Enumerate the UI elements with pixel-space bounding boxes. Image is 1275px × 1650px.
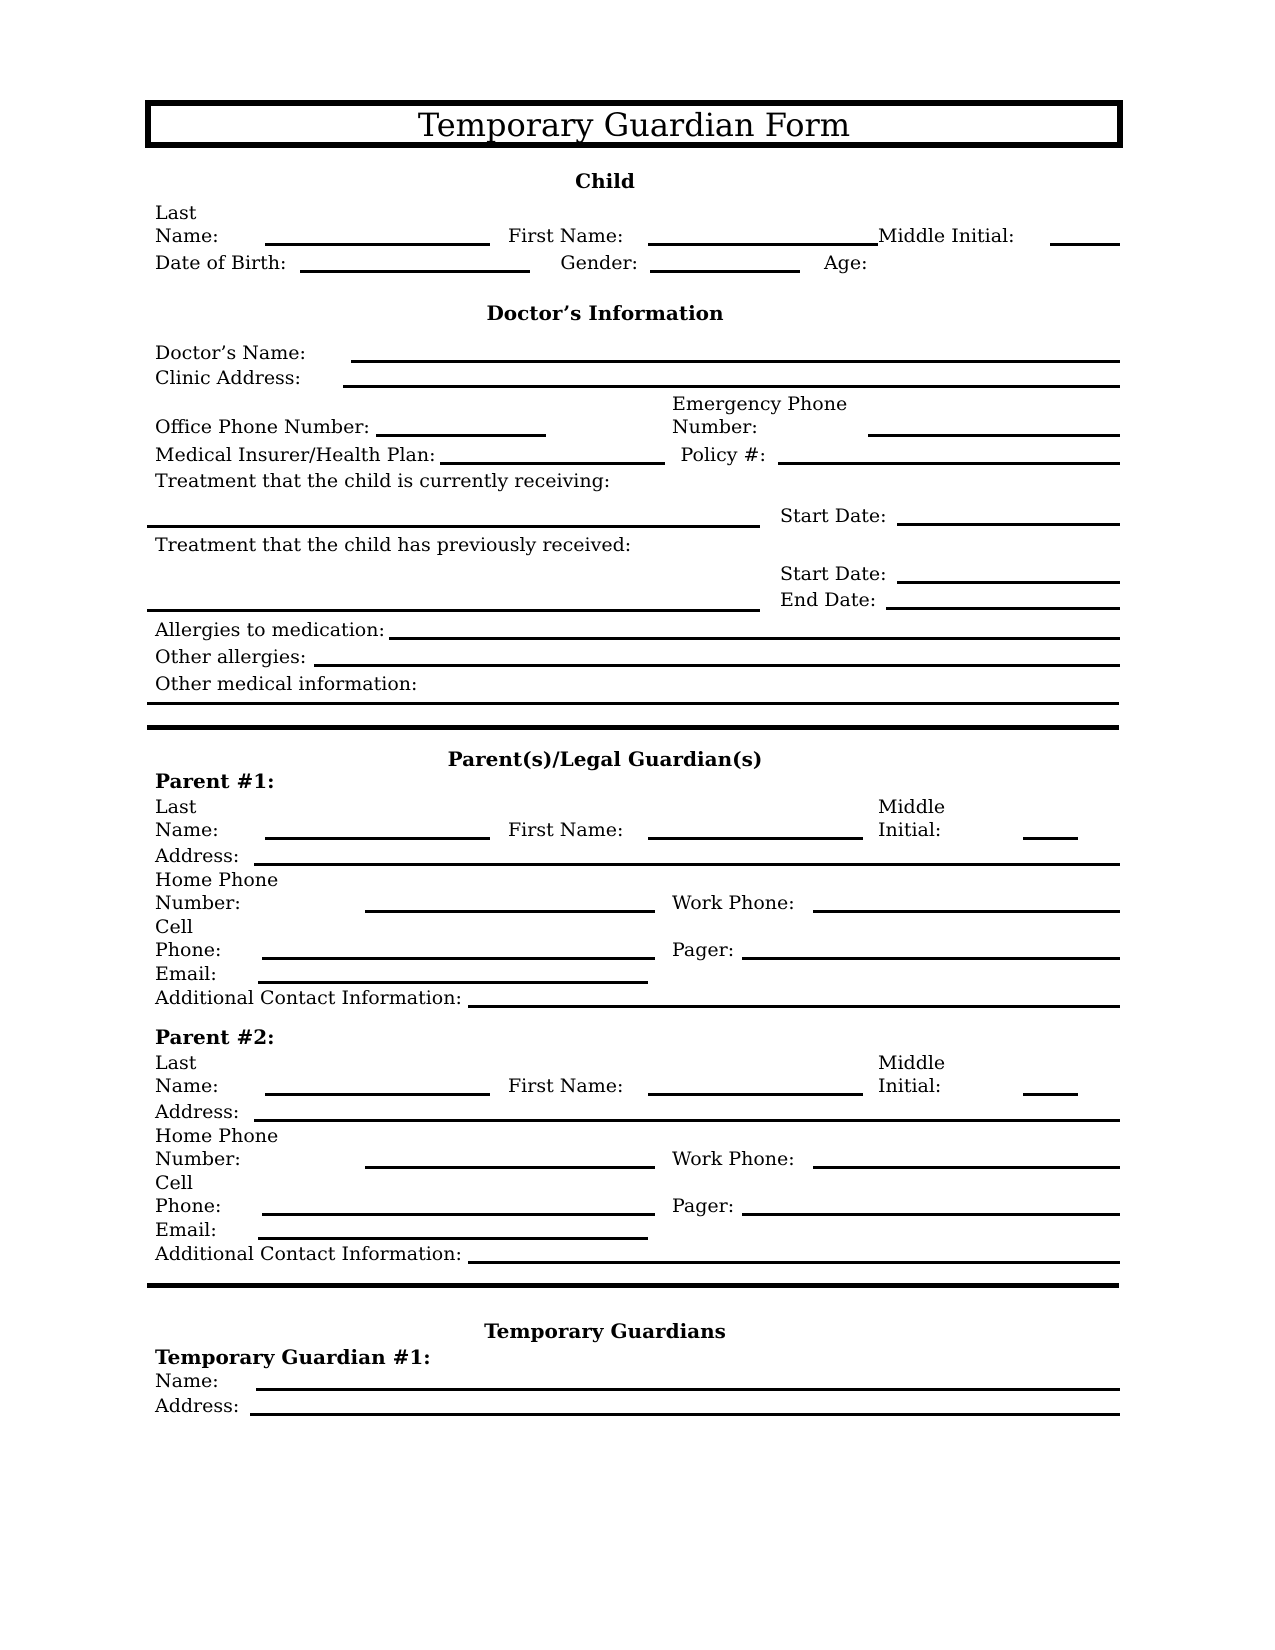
parent1-home-phone-label: Home Phone Number: <box>155 869 279 914</box>
parent1-pager-field[interactable] <box>742 957 1120 960</box>
parent2-heading: Parent #2: <box>155 1025 275 1049</box>
treatment-previous-left <box>155 534 780 612</box>
doctor-name-label: Doctor’s Name: <box>155 342 306 364</box>
treatment-current-field[interactable] <box>147 525 760 528</box>
parents-section-heading: Parent(s)/Legal Guardian(s) <box>447 747 763 771</box>
child-section-heading: Child <box>575 169 635 193</box>
insurer-row <box>155 443 1120 467</box>
parent2-work-phone-label: Work Phone: <box>672 1148 795 1170</box>
parent2-additional-field[interactable] <box>468 1261 1120 1264</box>
guardian1-name-row <box>155 1370 1120 1393</box>
parent1-email-row <box>155 963 1120 986</box>
treatment-previous-end-label: End Date: <box>780 589 877 611</box>
treatment-current-label: Treatment that the child is currently receiving: <box>155 470 611 492</box>
office-phone-field[interactable] <box>376 434 546 437</box>
parent2-pager-field[interactable] <box>742 1213 1120 1216</box>
parent1-address-label: Address: <box>155 845 240 867</box>
office-phone-label: Office Phone Number: <box>155 416 370 438</box>
child-first-name-cell <box>508 225 878 248</box>
clinic-address-field[interactable] <box>343 385 1120 388</box>
child-dob-field[interactable] <box>300 270 530 273</box>
insurer-label: Medical Insurer/Health Plan: <box>155 444 436 466</box>
parent2-first-name-label: First Name: <box>508 1075 624 1097</box>
guardian1-name-field[interactable] <box>256 1388 1120 1391</box>
parent2-email-field[interactable] <box>258 1237 648 1240</box>
child-last-name-cell <box>155 202 508 248</box>
parent1-phones-row <box>155 869 1120 915</box>
parent1-additional-field[interactable] <box>468 1005 1120 1008</box>
parent1-pager-label: Pager: <box>672 939 735 961</box>
parent2-cell-phone-cell <box>155 1172 672 1218</box>
parent2-last-name-field[interactable] <box>265 1093 490 1096</box>
treatment-previous-end-field[interactable] <box>886 607 1120 610</box>
parent2-cell-phone-field[interactable] <box>262 1213 655 1216</box>
parent1-heading: Parent #1: <box>155 769 275 793</box>
parent1-cell-phone-label: Cell Phone: <box>155 916 222 961</box>
parent2-name-row <box>155 1050 1120 1098</box>
child-middle-initial-label: Middle Initial: <box>878 225 1015 247</box>
emergency-phone-cell <box>672 393 1120 439</box>
child-first-name-field[interactable] <box>648 243 878 246</box>
child-dob-label: Date of Birth: <box>155 252 287 274</box>
parent1-address-field[interactable] <box>254 863 1120 866</box>
parent1-work-phone-cell <box>672 892 1120 915</box>
doctor-name-row <box>155 341 1120 365</box>
parent1-additional-label: Additional Contact Information: <box>155 987 462 1009</box>
other-medical-row <box>155 672 1120 696</box>
parent1-email-field[interactable] <box>258 981 648 984</box>
parent1-cell-phone-cell <box>155 916 672 962</box>
guardians-section-heading: Temporary Guardians <box>484 1319 726 1343</box>
parent1-address-row <box>155 845 1120 868</box>
doctor-name-field[interactable] <box>351 360 1120 363</box>
child-last-name-field[interactable] <box>265 243 490 246</box>
policy-label: Policy #: <box>680 444 766 466</box>
treatment-previous-start-field[interactable] <box>897 581 1120 584</box>
parent2-address-label: Address: <box>155 1101 240 1123</box>
allergies-medication-row <box>155 618 1120 642</box>
parent1-first-name-label: First Name: <box>508 819 624 841</box>
parent2-pager-cell <box>672 1195 1120 1218</box>
parent2-middle-initial-label: Middle Initial: <box>878 1052 946 1097</box>
child-gender-label: Gender: <box>560 252 638 274</box>
allergies-medication-label: Allergies to medication: <box>155 619 385 641</box>
section-divider-2 <box>147 1283 1119 1288</box>
treatment-previous-label: Treatment that the child has previously received: <box>155 534 632 556</box>
child-gender-field[interactable] <box>650 270 800 273</box>
treatment-current-start-label: Start Date: <box>780 505 887 527</box>
parent2-last-name-cell <box>155 1052 508 1098</box>
doctor-phones-row <box>155 391 1120 439</box>
parent2-phones-row <box>155 1125 1120 1171</box>
parent1-last-name-cell <box>155 796 508 842</box>
parent1-cell-pager-row <box>155 916 1120 962</box>
parent1-email-label: Email: <box>155 963 217 985</box>
guardian1-address-label: Address: <box>155 1395 240 1417</box>
parent2-additional-row <box>155 1243 1120 1266</box>
child-dob-row <box>155 251 1120 275</box>
guardian1-address-row <box>155 1395 1120 1418</box>
emergency-phone-label: Emergency Phone Number: <box>672 393 848 438</box>
office-phone-cell <box>155 416 672 439</box>
clinic-address-row <box>155 366 1120 390</box>
other-allergies-label: Other allergies: <box>155 646 307 668</box>
child-last-name-label: Last Name: <box>155 202 219 247</box>
parent1-cell-phone-field[interactable] <box>262 957 655 960</box>
treatment-previous-field[interactable] <box>147 609 760 612</box>
clinic-address-label: Clinic Address: <box>155 367 301 389</box>
parent2-email-row <box>155 1219 1120 1242</box>
child-name-row <box>155 198 1120 248</box>
parent1-last-name-label: Last Name: <box>155 796 219 841</box>
treatment-previous-block <box>155 534 1120 612</box>
parent1-additional-row <box>155 987 1120 1010</box>
treatment-current-start-row <box>780 502 1120 528</box>
parent1-work-phone-field[interactable] <box>813 910 1120 913</box>
parent2-email-label: Email: <box>155 1219 217 1241</box>
guardian1-heading: Temporary Guardian #1: <box>155 1345 431 1369</box>
parent2-address-row <box>155 1101 1120 1124</box>
treatment-previous-right <box>780 534 1120 612</box>
parent2-first-name-field[interactable] <box>648 1093 863 1096</box>
treatment-current-left <box>155 470 780 528</box>
guardian1-address-field[interactable] <box>250 1413 1120 1416</box>
treatment-current-block <box>155 470 1120 528</box>
section-divider-1 <box>147 725 1119 730</box>
parent2-home-phone-cell <box>155 1125 672 1171</box>
form-content <box>155 0 1120 1650</box>
parent2-cell-phone-label: Cell Phone: <box>155 1172 222 1217</box>
parent1-middle-initial-cell <box>878 796 1120 842</box>
form-title: Temporary Guardian Form <box>145 100 1123 148</box>
parent2-address-field[interactable] <box>254 1119 1120 1122</box>
parent1-pager-cell <box>672 939 1120 962</box>
child-first-name-label: First Name: <box>508 225 624 247</box>
child-age-label: Age: <box>823 252 868 274</box>
parent2-pager-label: Pager: <box>672 1195 735 1217</box>
parent1-first-name-cell <box>508 819 878 842</box>
policy-field[interactable] <box>778 462 1120 465</box>
parent1-middle-initial-field[interactable] <box>1023 837 1078 840</box>
parent2-cell-pager-row <box>155 1172 1120 1218</box>
parent2-middle-initial-field[interactable] <box>1023 1093 1078 1096</box>
parent2-additional-label: Additional Contact Information: <box>155 1243 462 1265</box>
treatment-previous-start-row <box>780 560 1120 586</box>
doctor-section-heading: Doctor’s Information <box>486 301 724 325</box>
parent2-middle-initial-cell <box>878 1052 1120 1098</box>
parent1-last-name-field[interactable] <box>265 837 490 840</box>
other-allergies-field[interactable] <box>314 664 1120 667</box>
parent1-work-phone-label: Work Phone: <box>672 892 795 914</box>
other-medical-field[interactable] <box>147 702 1119 705</box>
treatment-current-right <box>780 470 1120 528</box>
treatment-current-start-field[interactable] <box>897 523 1120 526</box>
parent2-work-phone-cell <box>672 1148 1120 1171</box>
parent1-home-phone-cell <box>155 869 672 915</box>
guardian1-name-label: Name: <box>155 1370 219 1392</box>
allergies-medication-field[interactable] <box>389 637 1120 640</box>
parent1-home-phone-field[interactable] <box>365 910 655 913</box>
parent1-name-row <box>155 794 1120 842</box>
insurer-field[interactable] <box>440 462 665 465</box>
parent1-middle-initial-label: Middle Initial: <box>878 796 946 841</box>
treatment-previous-start-label: Start Date: <box>780 563 887 585</box>
child-middle-initial-cell <box>878 225 1120 248</box>
parent2-home-phone-field[interactable] <box>365 1166 655 1169</box>
child-middle-initial-field[interactable] <box>1050 243 1120 246</box>
parent2-home-phone-label: Home Phone Number: <box>155 1125 279 1170</box>
parent2-first-name-cell <box>508 1075 878 1098</box>
parent2-last-name-label: Last Name: <box>155 1052 219 1097</box>
parent2-work-phone-field[interactable] <box>813 1166 1120 1169</box>
other-allergies-row <box>155 645 1120 669</box>
other-medical-label: Other medical information: <box>155 673 418 695</box>
emergency-phone-field[interactable] <box>868 434 1120 437</box>
parent1-first-name-field[interactable] <box>648 837 863 840</box>
treatment-previous-end-row <box>780 586 1120 612</box>
